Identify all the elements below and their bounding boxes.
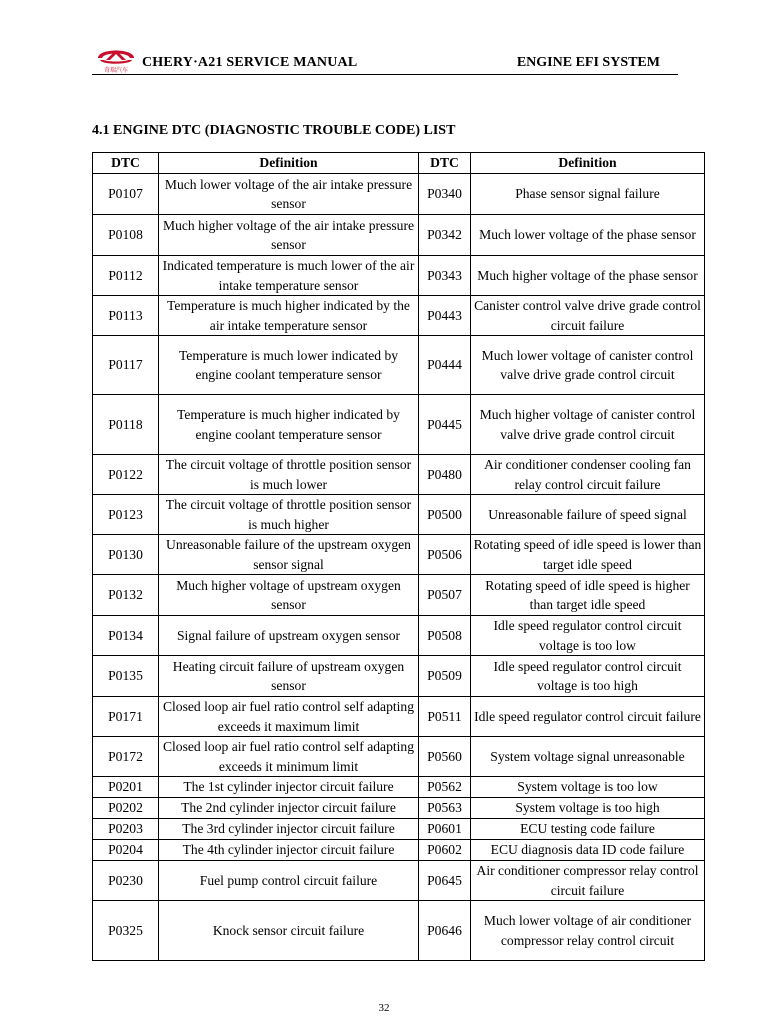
table-row: [93, 495, 705, 535]
definition-cell: Much higher voltage of the phase sensor: [471, 256, 705, 296]
dtc-code-cell: P0509: [419, 656, 471, 697]
definition-cell: Fuel pump control circuit failure: [159, 861, 419, 901]
dtc-code-cell: P0340: [419, 174, 471, 215]
chery-logo-icon: [92, 44, 140, 74]
table-row: [93, 901, 705, 961]
definition-cell: Unreasonable failure of speed signal: [471, 495, 705, 535]
definition-cell: Idle speed regulator control circuit voltage is too high: [471, 656, 705, 697]
definition-cell: ECU testing code failure: [471, 819, 705, 840]
definition-cell: Closed loop air fuel ratio control self adapting exceeds it minimum limit: [159, 737, 419, 777]
dtc-code-cell: P0122: [93, 455, 159, 495]
dtc-code-cell: P0134: [93, 616, 159, 656]
dtc-code-cell: P0508: [419, 616, 471, 656]
dtc-code-cell: P0171: [93, 697, 159, 737]
dtc-code-cell: P0342: [419, 215, 471, 256]
table-header-row: [93, 153, 705, 174]
definition-cell: Much lower voltage of air conditioner compressor relay control circuit: [471, 901, 705, 961]
definition-cell: Signal failure of upstream oxygen sensor: [159, 616, 419, 656]
definition-cell: Canister control valve drive grade control circuit failure: [471, 296, 705, 336]
table-row: [93, 737, 705, 777]
dtc-code-cell: P0203: [93, 819, 159, 840]
header-dtc-2: DTC: [419, 153, 471, 174]
definition-cell: The circuit voltage of throttle position sensor is much higher: [159, 495, 419, 535]
table-row: [93, 455, 705, 495]
definition-cell: Air conditioner compressor relay control circuit failure: [471, 861, 705, 901]
dtc-code-cell: P0132: [93, 575, 159, 616]
dtc-code-cell: P0135: [93, 656, 159, 697]
dtc-code-cell: P0562: [419, 777, 471, 798]
definition-cell: Phase sensor signal failure: [471, 174, 705, 215]
dtc-code-cell: P0343: [419, 256, 471, 296]
definition-cell: Knock sensor circuit failure: [159, 901, 419, 961]
section-title: 4.1 ENGINE DTC (DIAGNOSTIC TROUBLE CODE) LIST: [92, 123, 456, 138]
dtc-code-cell: P0602: [419, 840, 471, 861]
definition-cell: Idle speed regulator control circuit failure: [471, 697, 705, 737]
definition-cell: Idle speed regulator control circuit voltage is too low: [471, 616, 705, 656]
definition-cell: Rotating speed of idle speed is lower than target idle speed: [471, 535, 705, 575]
table-row: [93, 395, 705, 455]
definition-cell: Much higher voltage of the air intake pressure sensor: [159, 215, 419, 256]
dtc-code-cell: P0507: [419, 575, 471, 616]
table-row: [93, 336, 705, 395]
table-row: [93, 174, 705, 215]
definition-cell: System voltage signal unreasonable: [471, 737, 705, 777]
dtc-code-cell: P0201: [93, 777, 159, 798]
definition-cell: Unreasonable failure of the upstream oxygen sensor signal: [159, 535, 419, 575]
dtc-code-cell: P0230: [93, 861, 159, 901]
definition-cell: Temperature is much higher indicated by the air intake temperature sensor: [159, 296, 419, 336]
dtc-code-cell: P0117: [93, 336, 159, 395]
definition-cell: System voltage is too low: [471, 777, 705, 798]
dtc-code-cell: P0500: [419, 495, 471, 535]
header-dtc-1: DTC: [93, 153, 159, 174]
dtc-code-cell: P0506: [419, 535, 471, 575]
dtc-code-cell: P0646: [419, 901, 471, 961]
table-row: [93, 256, 705, 296]
page-header: [92, 44, 678, 75]
table-row: [93, 656, 705, 697]
definition-cell: Much higher voltage of upstream oxygen sensor: [159, 575, 419, 616]
definition-cell: Much higher voltage of canister control valve drive grade control circuit: [471, 395, 705, 455]
definition-cell: Much lower voltage of canister control valve drive grade control circuit: [471, 336, 705, 395]
dtc-code-cell: P0325: [93, 901, 159, 961]
dtc-code-cell: P0108: [93, 215, 159, 256]
dtc-code-cell: P0113: [93, 296, 159, 336]
table-row: [93, 840, 705, 861]
definition-cell: The 3rd cylinder injector circuit failure: [159, 819, 419, 840]
dtc-code-cell: P0112: [93, 256, 159, 296]
definition-cell: System voltage is too high: [471, 798, 705, 819]
definition-cell: Temperature is much lower indicated by engine coolant temperature sensor: [159, 336, 419, 395]
dtc-code-cell: P0118: [93, 395, 159, 455]
manual-title: CHERY·A21 SERVICE MANUAL: [142, 55, 358, 70]
definition-cell: Temperature is much higher indicated by engine coolant temperature sensor: [159, 395, 419, 455]
definition-cell: Air conditioner condenser cooling fan relay control circuit failure: [471, 455, 705, 495]
dtc-code-cell: P0107: [93, 174, 159, 215]
dtc-code-cell: P0563: [419, 798, 471, 819]
table-row: [93, 296, 705, 336]
header-definition-2: Definition: [471, 153, 705, 174]
table-row: [93, 535, 705, 575]
table-row: [93, 777, 705, 798]
definition-cell: The circuit voltage of throttle position sensor is much lower: [159, 455, 419, 495]
table-row: [93, 819, 705, 840]
dtc-table-body: [93, 174, 705, 961]
dtc-code-cell: P0444: [419, 336, 471, 395]
definition-cell: The 1st cylinder injector circuit failure: [159, 777, 419, 798]
dtc-code-cell: P0511: [419, 697, 471, 737]
logo-text: 奇瑞汽车: [103, 67, 129, 74]
table-row: [93, 697, 705, 737]
table-row: [93, 215, 705, 256]
definition-cell: The 4th cylinder injector circuit failure: [159, 840, 419, 861]
dtc-code-cell: P0480: [419, 455, 471, 495]
definition-cell: Indicated temperature is much lower of the air intake temperature sensor: [159, 256, 419, 296]
dtc-code-cell: P0123: [93, 495, 159, 535]
header-definition-1: Definition: [159, 153, 419, 174]
definition-cell: Much lower voltage of the air intake pressure sensor: [159, 174, 419, 215]
definition-cell: The 2nd cylinder injector circuit failure: [159, 798, 419, 819]
dtc-code-cell: P0204: [93, 840, 159, 861]
definition-cell: Heating circuit failure of upstream oxygen sensor: [159, 656, 419, 697]
dtc-code-cell: P0443: [419, 296, 471, 336]
dtc-code-cell: P0130: [93, 535, 159, 575]
definition-cell: Much lower voltage of the phase sensor: [471, 215, 705, 256]
table-row: [93, 575, 705, 616]
table-row: [93, 861, 705, 901]
page-number: 32: [378, 1002, 390, 1014]
definition-cell: Closed loop air fuel ratio control self adapting exceeds it maximum limit: [159, 697, 419, 737]
table-row: [93, 798, 705, 819]
dtc-code-cell: P0445: [419, 395, 471, 455]
dtc-code-cell: P0172: [93, 737, 159, 777]
definition-cell: Rotating speed of idle speed is higher than target idle speed: [471, 575, 705, 616]
dtc-table: [92, 152, 705, 961]
dtc-code-cell: P0560: [419, 737, 471, 777]
dtc-code-cell: P0601: [419, 819, 471, 840]
definition-cell: ECU diagnosis data ID code failure: [471, 840, 705, 861]
dtc-code-cell: P0202: [93, 798, 159, 819]
table-row: [93, 616, 705, 656]
dtc-code-cell: P0645: [419, 861, 471, 901]
chapter-title: ENGINE EFI SYSTEM: [516, 55, 660, 70]
